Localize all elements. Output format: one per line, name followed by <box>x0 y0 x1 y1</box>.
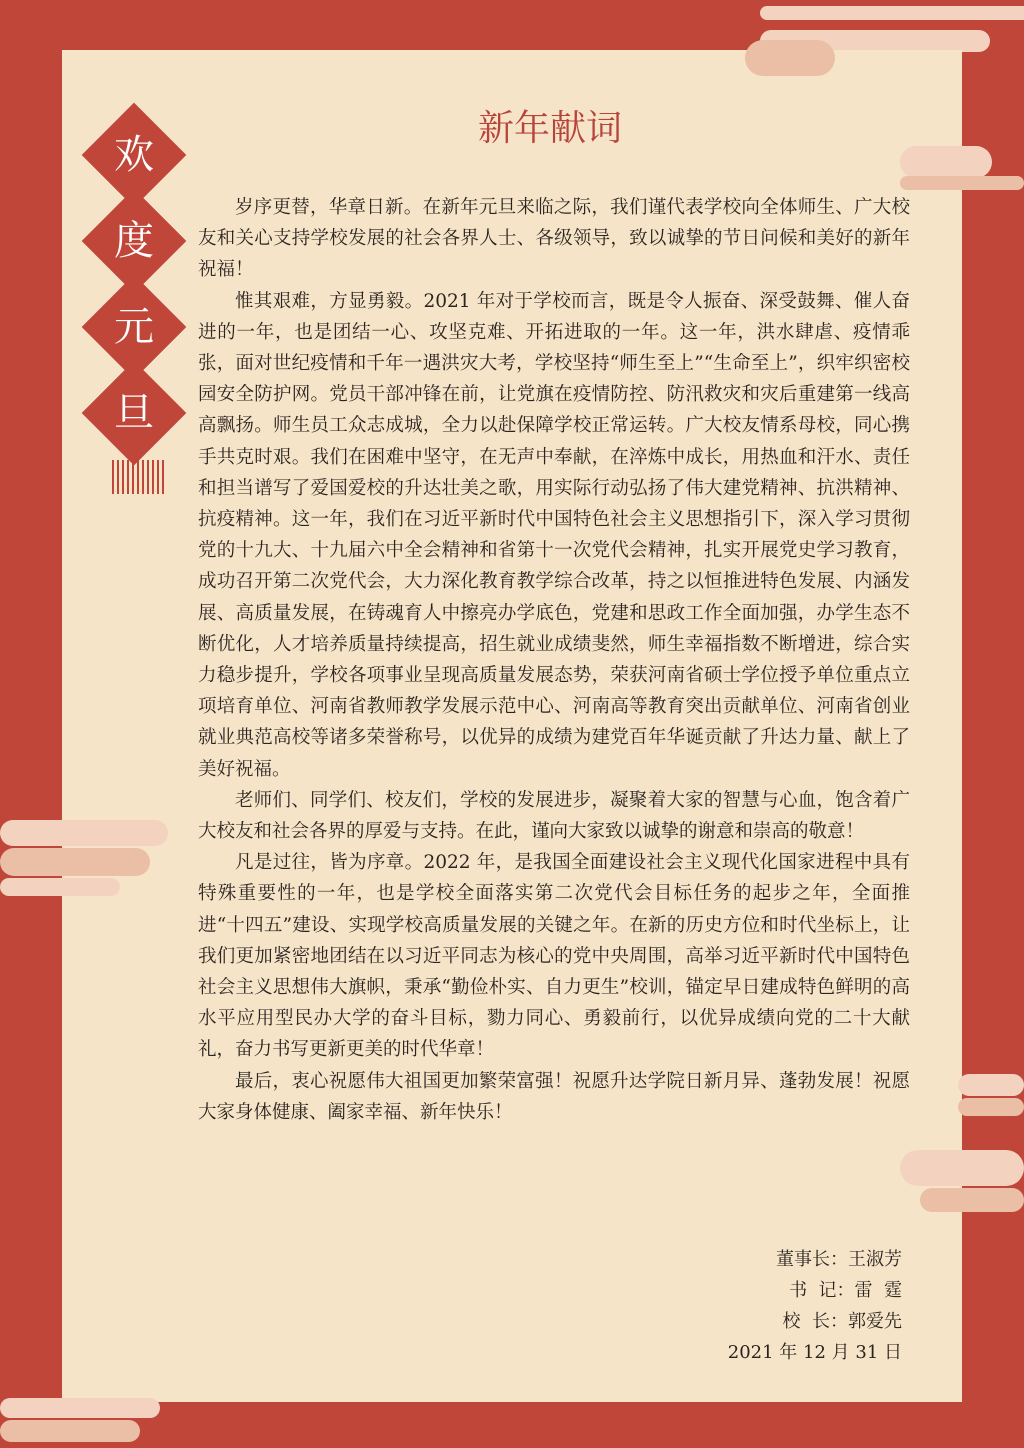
cloud-decoration <box>745 40 835 76</box>
cloud-decoration <box>900 176 1024 190</box>
cloud-decoration <box>0 820 168 846</box>
paragraph: 惟其艰难，方显勇毅。2021 年对于学校而言，既是令人振奋、深受鼓舞、催人奋进的一年，也是团结一心、攻坚克难、开拓进取的一年。这一年，洪水肆虐、疫情乖张，面对世纪疫情和千年一遇洪灾大考，学校坚持“师生至上”“生命至上”，织牢织密校园安全防护网。党员干部冲锋在前，让党旗在疫情防控、防汛救灾和灾后重建第一线高高飘扬。师生员工众志成城，全力以赴保障学校正常运转。广大校友情系母校，同心携手共克时艰。我们在困难中坚守，在无声中奉献，在淬炼中成长，用热血和汗水、责任和担当谱写了爱国爱校的升达壮美之歌，用实际行动弘扬了伟大建党精神、抗洪精神、抗疫精神。这一年，我们在习近平新时代中国特色社会主义思想指引下，深入学习贯彻党的十九大、十九届六中全会精神和省第十一次党代会精神，扎实开展党史学习教育，成功召开第二次党代会，大力深化教育教学综合改革，持之以恒推进特色发展、内涵发展、高质量发展，在铸魂育人中擦亮办学底色，党建和思政工作全面加强，办学生态不断优化，人才培养质量持续提高，招生就业成绩斐然，师生幸福指数不断增进，综合实力稳步提升，学校各项事业呈现高质量发展态势，荣获河南省硕士学位授予单位重点立项培育单位、河南省教师教学发展示范中心、河南高等教育突出贡献单位、河南省创业就业典范高校等诸多荣誉称号，以优异的成绩为建党百年华诞贡献了升达力量、献上了美好祝福。 <box>198 290 910 780</box>
paragraph: 凡是过往，皆为序章。2022 年，是我国全面建设社会主义现代化国家进程中具有特殊重要性的一年，也是学校全面落实第二次党代会目标任务的起步之年，全面推进“十四五”建设、实现学校高质量发展的关键之年。在新的历史方位和时代坐标上，让我们更加紧密地团结在以习近平同志为核心的党中央周围，高举习近平新时代中国特色社会主义思想伟大旗帜，秉承“勤俭朴实、自力更生”校训，锚定早日建成特色鲜明的高水平应用型民办大学的奋斗目标，勠力同心、勇毅前行，以优异成绩向党的二十大献礼，奋力书写更新更美的时代华章！ <box>198 852 910 1061</box>
banner-char: 度 <box>114 218 154 264</box>
signature-chairman: 董事长：王淑芳 <box>776 1249 902 1270</box>
signature-president: 校 长：郭爱先 <box>782 1311 902 1332</box>
tassel-decoration <box>112 460 164 494</box>
cloud-decoration <box>0 1398 160 1418</box>
cloud-decoration <box>920 1188 1024 1212</box>
page-title: 新年献词 <box>477 108 622 149</box>
paragraph: 岁序更替，华章日新。在新年元旦来临之际，我们谨代表学校向全体师生、广大校友和关心支持学校发展的社会各界人士、各级领导，致以诚挚的节日问候和美好的新年祝福！ <box>198 197 910 281</box>
signature-secretary: 书 记：雷 霆 <box>789 1280 902 1301</box>
cloud-decoration <box>900 1150 1024 1186</box>
cloud-decoration <box>0 1420 140 1442</box>
paragraph: 最后，衷心祝愿伟大祖国更加繁荣富强！祝愿升达学院日新月异、蓬勃发展！祝愿大家身体健康、阖家幸福、新年快乐！ <box>198 1070 910 1123</box>
signature-block <box>728 1244 902 1368</box>
cloud-decoration <box>760 6 1024 20</box>
letter-body <box>198 192 910 1128</box>
banner-char: 旦 <box>114 390 154 436</box>
paragraph: 老师们、同学们、校友们，学校的发展进步，凝聚着大家的智慧与心血，饱含着广大校友和社会各界的厚爱与支持。在此，谨向大家致以诚挚的谢意和崇高的敬意！ <box>198 789 910 843</box>
cloud-decoration <box>958 1074 1024 1096</box>
banner-char: 元 <box>114 304 154 350</box>
banner-char: 欢 <box>114 132 154 178</box>
cloud-decoration <box>0 848 150 876</box>
cloud-decoration <box>958 1098 1024 1116</box>
cloud-decoration <box>0 878 120 896</box>
signature-date: 2021 年 12 月 31 日 <box>727 1342 902 1363</box>
